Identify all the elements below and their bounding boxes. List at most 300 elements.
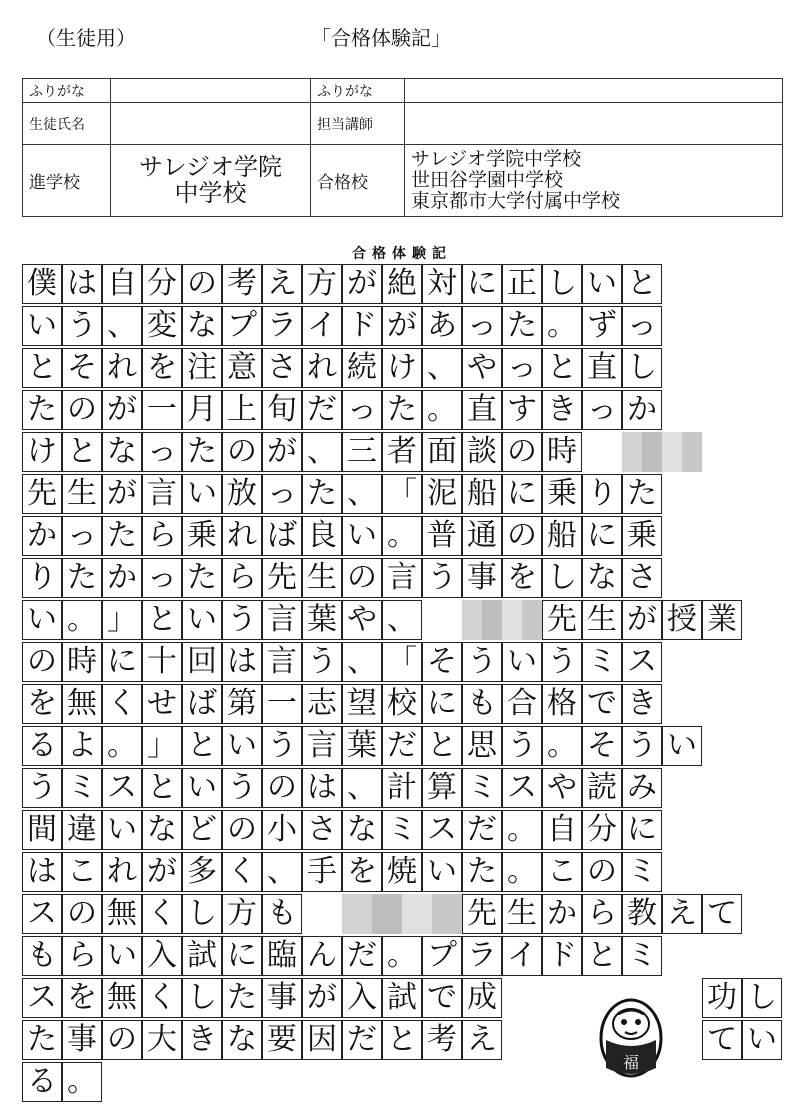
- grid-cell: ん: [302, 936, 342, 976]
- grid-cell: に: [622, 810, 662, 850]
- furigana-label-right: ふりがな: [311, 79, 405, 103]
- grid-cell: 乗: [182, 516, 222, 556]
- grid-cell: と: [422, 726, 462, 766]
- grid-cell: だ: [462, 810, 502, 850]
- student-name-label: 生徒氏名: [23, 103, 111, 145]
- grid-cell: の: [182, 264, 222, 304]
- grid-cell: ミ: [462, 768, 502, 808]
- grid-cell: も: [262, 894, 302, 934]
- grid-cell: り: [582, 474, 622, 514]
- grid-cell: 。: [542, 726, 582, 766]
- grid-cell: 言: [262, 642, 302, 682]
- grid-cell: な: [182, 306, 222, 346]
- grid-cell: 言: [382, 558, 422, 598]
- grid-cell: 「: [382, 474, 422, 514]
- grid-cell: 直: [462, 390, 502, 430]
- grid-cell: 生: [582, 600, 622, 640]
- grid-cell: っ: [142, 432, 182, 472]
- grid-cell: 三: [342, 432, 382, 472]
- grid-cell: 乗: [542, 474, 582, 514]
- grid-cell: た: [182, 432, 222, 472]
- grid-cell: が: [142, 852, 182, 892]
- grid-cell: う: [262, 726, 302, 766]
- grid-cell: さ: [302, 810, 342, 850]
- grid-cell: 教: [622, 894, 662, 934]
- grid-cell: う: [622, 726, 662, 766]
- grid-cell: ず: [582, 306, 622, 346]
- grid-cell: く: [222, 852, 262, 892]
- grid-cell: 、: [422, 348, 462, 388]
- grid-cell: か: [102, 558, 142, 598]
- grid-cell: 考: [422, 1020, 462, 1060]
- grid-cell: い: [182, 768, 222, 808]
- grid-cell: 校: [382, 684, 422, 724]
- grid-cell: ど: [182, 810, 222, 850]
- grid-cell: だ: [382, 726, 422, 766]
- grid-cell: 時: [62, 642, 102, 682]
- grid-cell: だ: [342, 1020, 382, 1060]
- grid-cell: 、: [342, 474, 382, 514]
- grid-cell: 回: [182, 642, 222, 682]
- grid-cell: 、: [382, 600, 422, 640]
- grid-cell: た: [622, 474, 662, 514]
- grid-cell: 事: [262, 978, 302, 1018]
- grid-cell: う: [222, 600, 262, 640]
- grid-cell: 無: [102, 894, 142, 934]
- grid-cell: が: [382, 306, 422, 346]
- grid-cell: 言: [142, 474, 182, 514]
- grid-cell: 普: [422, 516, 462, 556]
- grid-cell: だ: [342, 936, 382, 976]
- grid-cell: っ: [582, 390, 622, 430]
- grid-cell: ス: [22, 894, 62, 934]
- grid-cell: そ: [62, 348, 102, 388]
- grid-cell: 言: [302, 726, 342, 766]
- grid-cell: 分: [142, 264, 182, 304]
- grid-cell: く: [102, 684, 142, 724]
- grid-cell: ラ: [462, 936, 502, 976]
- enrolled-school-value: [111, 145, 311, 217]
- grid-cell: 船: [542, 516, 582, 556]
- grid-cell: れ: [102, 852, 142, 892]
- grid-cell: 、: [342, 642, 382, 682]
- grid-cell: り: [22, 558, 62, 598]
- grid-cell: ス: [622, 642, 662, 682]
- grid-cell: 事: [62, 1020, 102, 1060]
- grid-cell: 。: [422, 390, 462, 430]
- grid-cell: 「: [382, 642, 422, 682]
- grid-cell: 臨: [262, 936, 302, 976]
- grid-cell: さ: [262, 348, 302, 388]
- grid-cell: 船: [462, 474, 502, 514]
- grid-cell: 談: [462, 432, 502, 472]
- grid-cell: ら: [62, 936, 102, 976]
- grid-cell: は: [302, 768, 342, 808]
- grid-cell: い: [102, 936, 142, 976]
- grid-cell: た: [182, 558, 222, 598]
- teacher-label: 担当講師: [311, 103, 405, 145]
- grid-cell: 生: [502, 894, 542, 934]
- grid-cell: と: [142, 600, 182, 640]
- grid-cell: 注: [182, 348, 222, 388]
- grid-cell: 望: [342, 684, 382, 724]
- grid-cell: い: [102, 810, 142, 850]
- grid-cell: 算: [422, 768, 462, 808]
- grid-cell: 良: [302, 516, 342, 556]
- grid-cell: な: [582, 558, 622, 598]
- grid-cell: れ: [302, 348, 342, 388]
- grid-cell: う: [222, 768, 262, 808]
- grid-cell: の: [262, 768, 302, 808]
- grid-cell: な: [102, 432, 142, 472]
- grid-cell: し: [542, 558, 582, 598]
- grid-cell: 試: [382, 978, 422, 1018]
- grid-cell: 手: [302, 852, 342, 892]
- grid-cell: ミ: [622, 852, 662, 892]
- redacted-name-mosaic: [622, 432, 702, 472]
- enrolled-school-text: サレジオ学院中学校: [139, 153, 282, 207]
- grid-cell: 一: [262, 684, 302, 724]
- grid-cell: 。: [382, 936, 422, 976]
- grid-cell: 、: [262, 852, 302, 892]
- grid-cell: い: [342, 516, 382, 556]
- grid-cell: く: [142, 894, 182, 934]
- grid-cell: く: [142, 978, 182, 1018]
- grid-cell: 格: [542, 684, 582, 724]
- essay-heading: 合格体験記: [352, 246, 452, 262]
- grid-cell: な: [342, 810, 382, 850]
- passed-school-2: 世田谷学園中学校: [411, 169, 564, 192]
- grid-cell: 入: [342, 978, 382, 1018]
- grid-cell: ミ: [382, 810, 422, 850]
- passed-schools-list: [405, 145, 783, 217]
- grid-cell: を: [62, 978, 102, 1018]
- grid-cell: 焼: [382, 852, 422, 892]
- grid-cell: 要: [262, 1020, 302, 1060]
- redacted-name-mosaic: [342, 894, 462, 934]
- grid-cell: と: [22, 348, 62, 388]
- grid-cell: す: [502, 390, 542, 430]
- grid-cell: は: [62, 264, 102, 304]
- grid-cell: し: [542, 264, 582, 304]
- grid-cell: が: [102, 390, 142, 430]
- grid-cell: し: [182, 894, 222, 934]
- grid-cell: の: [62, 390, 102, 430]
- grid-cell: の: [22, 642, 62, 682]
- grid-cell: い: [222, 726, 262, 766]
- grid-cell: た: [462, 852, 502, 892]
- grid-cell: で: [582, 684, 622, 724]
- grid-cell: 先: [262, 558, 302, 598]
- grid-cell: イ: [302, 306, 342, 346]
- grid-cell: 先: [542, 600, 582, 640]
- grid-cell: 方: [222, 894, 262, 934]
- grid-cell: 自: [102, 264, 142, 304]
- grid-cell: と: [542, 348, 582, 388]
- grid-cell: ラ: [262, 306, 302, 346]
- grid-cell: 試: [182, 936, 222, 976]
- grid-cell: の: [222, 432, 262, 472]
- redacted-name-mosaic: [462, 600, 542, 640]
- grid-cell: み: [622, 768, 662, 808]
- student-info-table: [22, 78, 783, 217]
- grid-cell: ス: [102, 768, 142, 808]
- grid-cell: に: [582, 516, 622, 556]
- grid-cell: き: [622, 684, 662, 724]
- grid-cell: の: [502, 432, 542, 472]
- grid-cell: 計: [382, 768, 422, 808]
- grid-cell: 自: [542, 810, 582, 850]
- grid-cell: 違: [62, 810, 102, 850]
- grid-cell: い: [182, 474, 222, 514]
- grid-cell: ば: [262, 516, 302, 556]
- grid-cell: 上: [222, 390, 262, 430]
- passed-schools-label: 合格校: [311, 145, 405, 217]
- grid-cell: と: [382, 1020, 422, 1060]
- grid-cell: い: [502, 642, 542, 682]
- grid-cell: 面: [422, 432, 462, 472]
- grid-cell: い: [182, 600, 222, 640]
- grid-cell: 」: [142, 726, 182, 766]
- grid-cell: い: [22, 306, 62, 346]
- grid-cell: こ: [542, 852, 582, 892]
- grid-cell: っ: [262, 474, 302, 514]
- grid-cell: い: [582, 264, 622, 304]
- grid-cell: の: [582, 852, 622, 892]
- grid-cell: た: [62, 558, 102, 598]
- grid-cell: も: [462, 684, 502, 724]
- grid-cell: か: [542, 894, 582, 934]
- grid-cell: い: [662, 726, 702, 766]
- grid-cell: え: [662, 894, 702, 934]
- daruma-seal-icon: [598, 988, 664, 1080]
- grid-cell: が: [622, 600, 662, 640]
- grid-cell: 、: [342, 768, 382, 808]
- grid-cell: ド: [342, 306, 382, 346]
- grid-cell: や: [342, 600, 382, 640]
- grid-cell: れ: [222, 516, 262, 556]
- passed-school-3: 東京都市大学付属中学校: [411, 189, 621, 212]
- grid-cell: と: [62, 432, 102, 472]
- grid-cell: で: [422, 978, 462, 1018]
- grid-cell: た: [22, 390, 62, 430]
- grid-cell: っ: [62, 516, 102, 556]
- grid-cell: を: [142, 348, 182, 388]
- grid-cell: が: [302, 978, 342, 1018]
- grid-cell: の: [102, 1020, 142, 1060]
- grid-cell: 泥: [422, 474, 462, 514]
- grid-cell: っ: [502, 348, 542, 388]
- grid-cell: け: [22, 432, 62, 472]
- grid-cell: う: [542, 642, 582, 682]
- grid-cell: ス: [422, 810, 462, 850]
- grid-cell: 続: [342, 348, 382, 388]
- grid-cell: っ: [462, 306, 502, 346]
- manuscript-grid: [22, 264, 782, 1104]
- grid-cell: う: [502, 726, 542, 766]
- grid-cell: が: [342, 264, 382, 304]
- teacher-name-redacted: [405, 103, 783, 145]
- grid-cell: か: [622, 390, 662, 430]
- grid-cell: う: [302, 642, 342, 682]
- grid-cell: き: [182, 1020, 222, 1060]
- grid-cell: 無: [62, 684, 102, 724]
- grid-cell: れ: [102, 348, 142, 388]
- grid-cell: 事: [462, 558, 502, 598]
- grid-cell: 生: [302, 558, 342, 598]
- grid-cell: の: [222, 810, 262, 850]
- grid-cell: と: [582, 936, 622, 976]
- student-name-redacted: [111, 103, 311, 145]
- grid-cell: 分: [582, 810, 622, 850]
- grid-cell: 」: [102, 600, 142, 640]
- grid-cell: 絶: [382, 264, 422, 304]
- grid-cell: こ: [62, 852, 102, 892]
- grid-cell: 功: [702, 978, 742, 1018]
- grid-cell: う: [422, 558, 462, 598]
- grid-cell: だ: [302, 390, 342, 430]
- grid-cell: 。: [542, 306, 582, 346]
- grid-cell: そ: [422, 642, 462, 682]
- grid-cell: 葉: [302, 600, 342, 640]
- grid-cell: や: [462, 348, 502, 388]
- grid-cell: た: [502, 306, 542, 346]
- grid-cell: 一: [142, 390, 182, 430]
- enrolled-school-label: 進学校: [23, 145, 111, 217]
- grid-cell: 間: [22, 810, 62, 850]
- grid-cell: イ: [502, 936, 542, 976]
- grid-cell: 。: [102, 726, 142, 766]
- grid-cell: ら: [222, 558, 262, 598]
- grid-cell: 思: [462, 726, 502, 766]
- grid-cell: 十: [142, 642, 182, 682]
- grid-cell: 、: [102, 306, 142, 346]
- grid-cell: 生: [62, 474, 102, 514]
- grid-cell: た: [102, 516, 142, 556]
- grid-cell: 意: [222, 348, 262, 388]
- grid-cell: に: [222, 936, 262, 976]
- grid-cell: ス: [502, 768, 542, 808]
- grid-cell: か: [22, 516, 62, 556]
- grid-cell: ミ: [62, 768, 102, 808]
- grid-cell: 入: [142, 936, 182, 976]
- grid-cell: を: [502, 558, 542, 598]
- grid-cell: 小: [262, 810, 302, 850]
- grid-cell: 。: [502, 852, 542, 892]
- grid-cell: 合: [502, 684, 542, 724]
- grid-cell: い: [422, 852, 462, 892]
- grid-cell: ド: [542, 936, 582, 976]
- grid-cell: 志: [302, 684, 342, 724]
- grid-cell: し: [742, 978, 782, 1018]
- grid-cell: 、: [302, 432, 342, 472]
- grid-cell: よ: [62, 726, 102, 766]
- grid-cell: 大: [142, 1020, 182, 1060]
- grid-cell: 多: [182, 852, 222, 892]
- grid-cell: っ: [342, 390, 382, 430]
- grid-cell: た: [22, 1020, 62, 1060]
- grid-cell: を: [22, 684, 62, 724]
- grid-cell: 旬: [262, 390, 302, 430]
- grid-cell: 成: [462, 978, 502, 1018]
- grid-cell: 先: [462, 894, 502, 934]
- grid-cell: 先: [22, 474, 62, 514]
- student-use-label: （生徒用）: [36, 26, 136, 50]
- grid-cell: い: [742, 1020, 782, 1060]
- grid-cell: 対: [422, 264, 462, 304]
- grid-cell: 第: [222, 684, 262, 724]
- grid-cell: あ: [422, 306, 462, 346]
- grid-cell: し: [182, 978, 222, 1018]
- grid-cell: え: [262, 264, 302, 304]
- grid-cell: う: [62, 306, 102, 346]
- student-furigana-redacted: [111, 79, 311, 103]
- document-title: 「合格体験記」: [311, 26, 451, 50]
- grid-cell: 者: [382, 432, 422, 472]
- grid-cell: 放: [222, 474, 262, 514]
- grid-cell: 月: [182, 390, 222, 430]
- grid-cell: て: [702, 1020, 742, 1060]
- grid-cell: そ: [582, 726, 622, 766]
- grid-cell: を: [342, 852, 382, 892]
- grid-cell: う: [462, 642, 502, 682]
- grid-cell: 無: [102, 978, 142, 1018]
- grid-cell: や: [542, 768, 582, 808]
- passed-school-1: サレジオ学院中学校: [411, 148, 582, 171]
- grid-cell: え: [462, 1020, 502, 1060]
- grid-cell: 葉: [342, 726, 382, 766]
- grid-cell: 。: [502, 810, 542, 850]
- grid-cell: に: [102, 642, 142, 682]
- grid-cell: ら: [142, 516, 182, 556]
- grid-cell: っ: [142, 558, 182, 598]
- grid-cell: 乗: [622, 516, 662, 556]
- grid-cell: る: [22, 1062, 62, 1102]
- grid-cell: た: [382, 390, 422, 430]
- grid-cell: け: [382, 348, 422, 388]
- grid-cell: 変: [142, 306, 182, 346]
- grid-cell: が: [102, 474, 142, 514]
- grid-cell: 通: [462, 516, 502, 556]
- grid-cell: 考: [222, 264, 262, 304]
- grid-cell: ミ: [582, 642, 622, 682]
- grid-cell: 直: [582, 348, 622, 388]
- grid-cell: な: [142, 810, 182, 850]
- grid-cell: た: [222, 978, 262, 1018]
- grid-cell: に: [462, 264, 502, 304]
- grid-cell: 業: [702, 600, 742, 640]
- grid-cell: 方: [302, 264, 342, 304]
- grid-cell: と: [182, 726, 222, 766]
- grid-cell: 。: [62, 1062, 102, 1102]
- grid-cell: た: [302, 474, 342, 514]
- grid-cell: は: [22, 852, 62, 892]
- grid-cell: し: [622, 348, 662, 388]
- grid-cell: う: [22, 768, 62, 808]
- grid-cell: さ: [622, 558, 662, 598]
- grid-cell: プ: [422, 936, 462, 976]
- grid-cell: ス: [22, 978, 62, 1018]
- grid-cell: ミ: [622, 936, 662, 976]
- grid-cell: 僕: [22, 264, 62, 304]
- grid-cell: に: [422, 684, 462, 724]
- grid-cell: ら: [582, 894, 622, 934]
- grid-cell: 読: [582, 768, 622, 808]
- grid-cell: プ: [222, 306, 262, 346]
- grid-cell: が: [262, 432, 302, 472]
- teacher-furigana-redacted: [405, 79, 783, 103]
- grid-cell: 授: [662, 600, 702, 640]
